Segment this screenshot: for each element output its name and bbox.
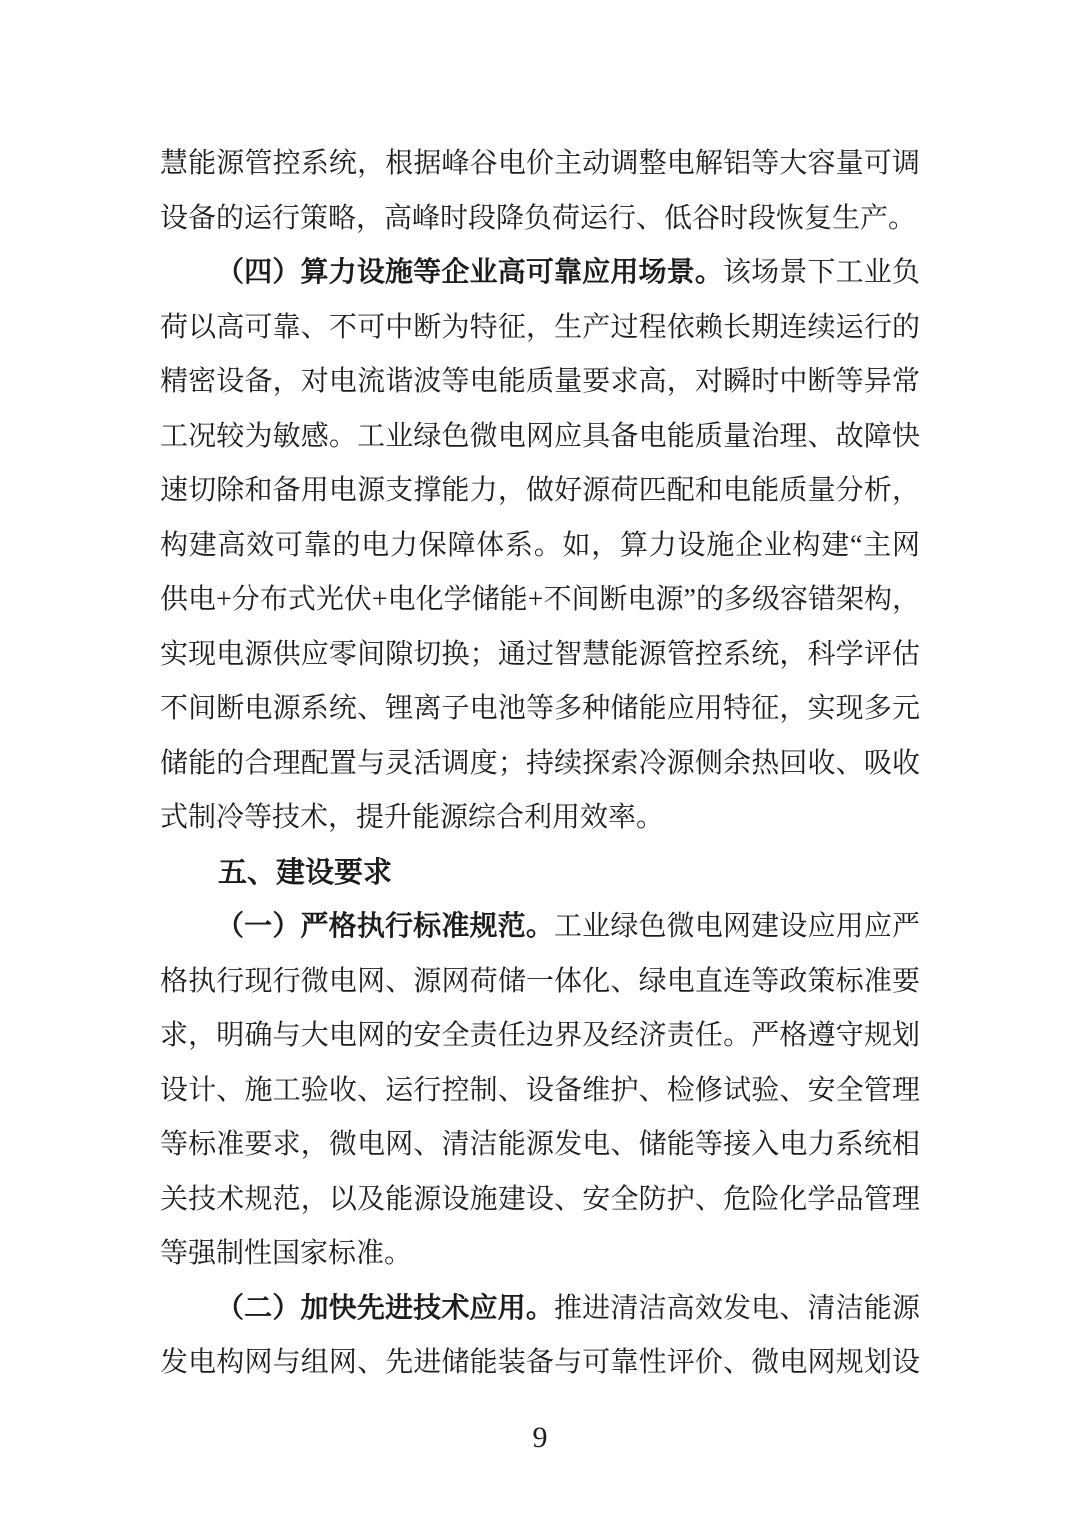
text-line	[160, 1227, 920, 1282]
text-segment: 关技术规范，以及能源设施建设、安全防护、危险化学品管理	[160, 1183, 920, 1215]
text-line	[160, 519, 920, 574]
page-number: 9	[532, 1421, 548, 1454]
paragraph-lead-in: （二）加快先进技术应用。	[216, 1292, 554, 1324]
text-segment: 储能的合理配置与灵活调度；持续探索冷源侧余热回收、吸收	[160, 747, 920, 779]
text-segment: 荷以高可靠、不可中断为特征，生产过程依赖长期连续运行的	[160, 311, 920, 343]
text-segment: 构建高效可靠的电力保障体系。如，算力设施企业构建“主网	[160, 529, 920, 561]
text-line	[160, 1064, 920, 1119]
text-segment: 工况较为敏感。工业绿色微电网应具备电能质量治理、故障快	[160, 420, 920, 452]
text-segment: 慧能源管控系统，根据峰谷电价主动调整电解铝等大容量可调	[160, 148, 920, 179]
text-line	[160, 137, 920, 192]
text-line	[160, 628, 920, 683]
text-line	[160, 301, 920, 356]
text-segment: 发电构网与组网、先进储能装备与可靠性评价、微电网规划设	[160, 1347, 920, 1378]
text-segment: 精密设备，对电流谐波等电能质量要求高，对瞬时中断等异常	[160, 366, 920, 397]
text-line	[160, 955, 920, 1010]
text-line	[160, 246, 920, 301]
text-segment: 设计、施工验收、运行控制、设备维护、检修试验、安全管理	[160, 1074, 920, 1106]
text-segment: 实现电源供应零间隙切换；通过智慧能源管控系统，科学评估	[160, 638, 920, 670]
text-segment: 工业绿色微电网建设应用应严	[554, 911, 920, 942]
text-line	[160, 464, 920, 519]
text-line	[160, 682, 920, 737]
text-segment: 等强制性国家标准。	[160, 1238, 413, 1269]
text-line	[160, 573, 920, 628]
text-segment: 推进清洁高效发电、清洁能源	[554, 1292, 920, 1324]
text-line	[160, 1009, 920, 1064]
text-line	[160, 900, 920, 955]
paragraph-lead-in: 五、建设要求	[218, 856, 393, 889]
document-body	[160, 137, 920, 1391]
text-segment: 等标准要求，微电网、清洁能源发电、储能等接入电力系统相	[160, 1129, 920, 1160]
text-line	[160, 1336, 920, 1391]
text-line	[160, 192, 920, 247]
text-segment: 该场景下工业负	[722, 257, 920, 288]
text-segment: 求，明确与大电网的安全责任边界及经济责任。严格遵守规划	[160, 1020, 920, 1051]
paragraph-lead-in: （四）算力设施等企业高可靠应用场景。	[216, 257, 723, 288]
text-segment: 设备的运行策略，高峰时段降负荷运行、低谷时段恢复生产。	[160, 202, 917, 234]
text-segment: 式制冷等技术，提升能源综合利用效率。	[160, 802, 665, 833]
text-line	[160, 1118, 920, 1173]
text-line	[160, 791, 920, 846]
text-segment: 不间断电源系统、锂离子电池等多种储能应用特征，实现多元	[160, 693, 920, 724]
paragraph-lead-in: （一）严格执行标准规范。	[216, 911, 554, 942]
text-line	[160, 1282, 920, 1337]
text-segment: 格执行现行微电网、源网荷储一体化、绿电直连等政策标准要	[160, 965, 920, 997]
text-segment: 供电+分布式光伏+电化学储能+不间断电源”的多级容错架构，	[160, 584, 920, 615]
text-segment: 速切除和备用电源支撑能力，做好源荷匹配和电能质量分析，	[160, 475, 920, 506]
text-line	[160, 410, 920, 465]
text-line	[160, 737, 920, 792]
text-line	[160, 355, 920, 410]
section-heading	[160, 846, 920, 901]
text-line	[160, 1173, 920, 1228]
